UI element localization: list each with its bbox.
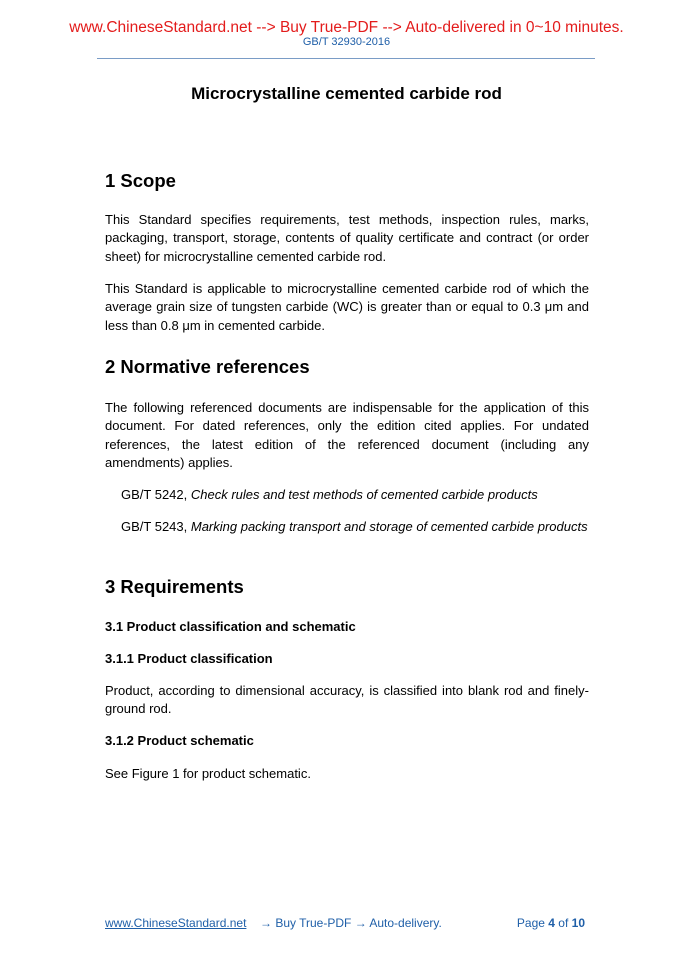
document-title: Microcrystalline cemented carbide rod — [191, 84, 502, 103]
promo-banner[interactable]: www.ChineseStandard.net --> Buy True-PDF --> Auto-delivered in 0~10 minutes. — [69, 19, 624, 36]
section-normative — [105, 356, 589, 378]
subsection-heading-3-1-2: 3.1.2 Product schematic — [105, 733, 254, 748]
reference-code: GB/T 5243, — [121, 519, 191, 534]
scope-paragraph-2: This Standard is applicable to microcrystalline cemented carbide rod of which the average grain size of tungsten carbide (WC) is greater than or equal to 0.3 μm and less than 0.8 μm in cemented carbide. — [105, 281, 589, 333]
subsection-heading-3-1: 3.1 Product classification and schematic — [105, 619, 356, 634]
footer-delivery-text: → Buy True-PDF → Auto-delivery. — [260, 916, 442, 930]
header-divider — [97, 58, 595, 59]
section-scope — [105, 170, 589, 192]
reference-code: GB/T 5242, — [121, 487, 191, 502]
schematic-paragraph: See Figure 1 for product schematic. — [105, 766, 311, 781]
header-standard-code: GB/T 32930-2016 — [302, 36, 391, 48]
section-heading-requirements: 3 Requirements — [105, 576, 244, 597]
subsection-heading-3-1-1: 3.1.1 Product classification — [105, 651, 273, 666]
page-current: 4 — [548, 916, 555, 930]
section-heading-scope: 1 Scope — [105, 170, 176, 191]
page-number: Page 4 of 10 — [516, 916, 585, 930]
normative-paragraph: The following referenced documents are indispensable for the application of this document. For dated references, only the edition cited applies. For undated references, the latest edition of the referenced document (including any amendments) applies. — [105, 400, 589, 470]
page-footer — [105, 915, 585, 931]
reference-title: Check rules and test methods of cemented carbide products — [190, 487, 538, 502]
scope-paragraph-1: This Standard specifies requirements, test methods, inspection rules, marks, packaging, transport, storage, contents of quality certificate and contract (or order sheet) for microcrystalline cemented carbide rod. — [105, 212, 589, 264]
classification-paragraph: Product, according to dimensional accuracy, is classified into blank rod and finely-ground rod. — [105, 683, 589, 717]
page-total: 10 — [571, 916, 585, 930]
reference-item — [121, 518, 589, 536]
reference-item — [121, 486, 589, 504]
reference-title: Marking packing transport and storage of cemented carbide products — [190, 519, 588, 534]
footer-site-link[interactable]: www.ChineseStandard.net — [105, 916, 247, 930]
section-requirements — [105, 576, 589, 598]
section-heading-normative: 2 Normative references — [105, 356, 310, 377]
